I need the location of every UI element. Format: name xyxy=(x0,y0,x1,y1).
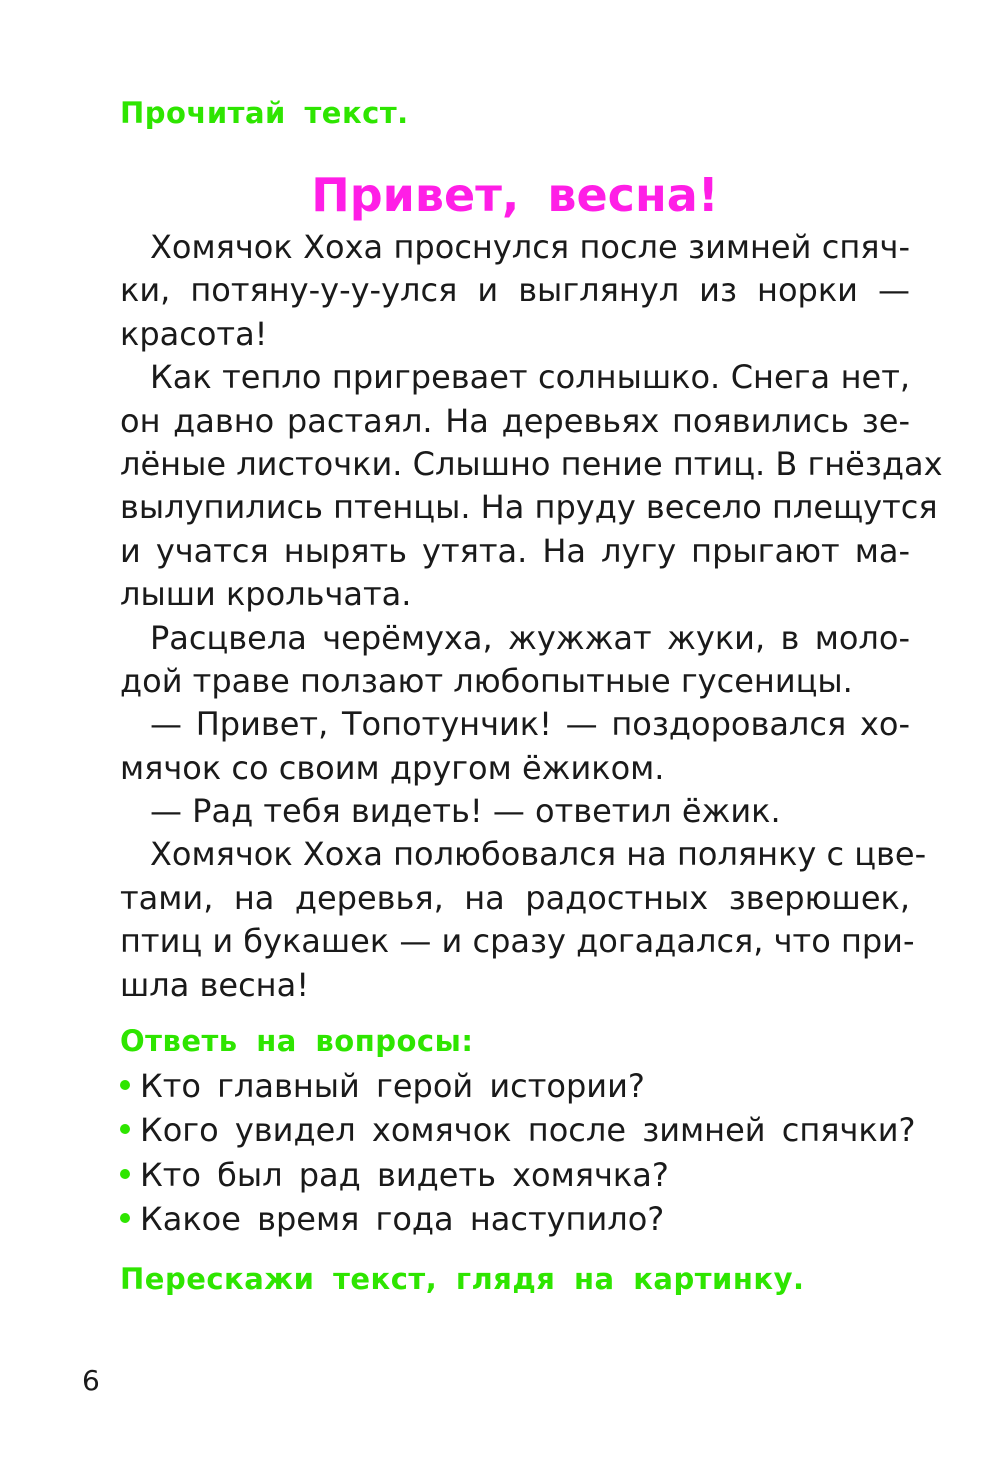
story-line: шла весна! xyxy=(120,965,310,1004)
page-number: 6 xyxy=(82,1364,100,1397)
bullet-dot-icon xyxy=(120,1169,130,1179)
story-line: Хомячок Хоха проснулся после зимней спяч- xyxy=(150,228,910,266)
story-line: лыши крольчата. xyxy=(120,575,412,614)
story-line: и учатся нырять утята. На лугу прыгают ма- xyxy=(120,531,910,570)
bullet-dot-icon xyxy=(120,1124,130,1134)
story-line: — Рад тебя видеть! — ответил ёжик. xyxy=(150,792,781,831)
bullet-dot-icon xyxy=(120,1080,130,1090)
story-line: ки, потяну-у-у-улся и выглянул из норки — xyxy=(120,271,910,310)
story-line: вылупились птенцы. На пруду весело плещутся xyxy=(120,488,938,527)
question-item xyxy=(120,1064,910,1108)
story-line: лёные листочки. Слышно пение птиц. В гнёздах xyxy=(120,444,943,483)
story-line: красота! xyxy=(120,314,268,353)
story-line: Хомячок Хоха полюбовался на полянку с цве- xyxy=(150,835,927,874)
story-line: птиц и букашек — и сразу догадался, что при- xyxy=(120,922,915,961)
instruction-retell-text: Перескажи текст, глядя на картинку. xyxy=(120,1262,805,1296)
story-line: дой траве ползают любопытные гусеницы. xyxy=(120,661,853,700)
questions-heading: Ответь на вопросы: xyxy=(120,1024,474,1058)
question-text: Кого увидел хомячок после зимней спячки? xyxy=(140,1111,916,1150)
questions-list xyxy=(120,1064,916,1241)
story-line: Расцвела черёмуха, жужжат жуки, в моло- xyxy=(150,618,910,657)
question-text: Кто главный герой истории? xyxy=(140,1067,645,1105)
instruction-read-text: Прочитай текст. xyxy=(120,96,409,130)
question-item xyxy=(120,1108,916,1152)
question-text: Какое время года наступило? xyxy=(140,1199,665,1238)
story-line: он давно растаял. На деревьях появились зе- xyxy=(120,401,910,440)
story-line: мячок со своим другом ёжиком. xyxy=(120,748,665,787)
story-line: Как тепло пригревает солнышко. Снега нет, xyxy=(150,358,910,397)
story-title: Привет, весна! xyxy=(311,168,719,222)
question-item xyxy=(120,1153,910,1197)
bullet-dot-icon xyxy=(120,1213,130,1223)
story-line: — Привет, Топотунчик! — поздоровался хо- xyxy=(150,705,910,744)
story-body xyxy=(120,226,943,1007)
story-line: тами, на деревья, на радостных зверюшек, xyxy=(120,878,910,917)
question-text: Кто был рад видеть хомячка? xyxy=(140,1155,669,1194)
question-item xyxy=(120,1197,910,1241)
